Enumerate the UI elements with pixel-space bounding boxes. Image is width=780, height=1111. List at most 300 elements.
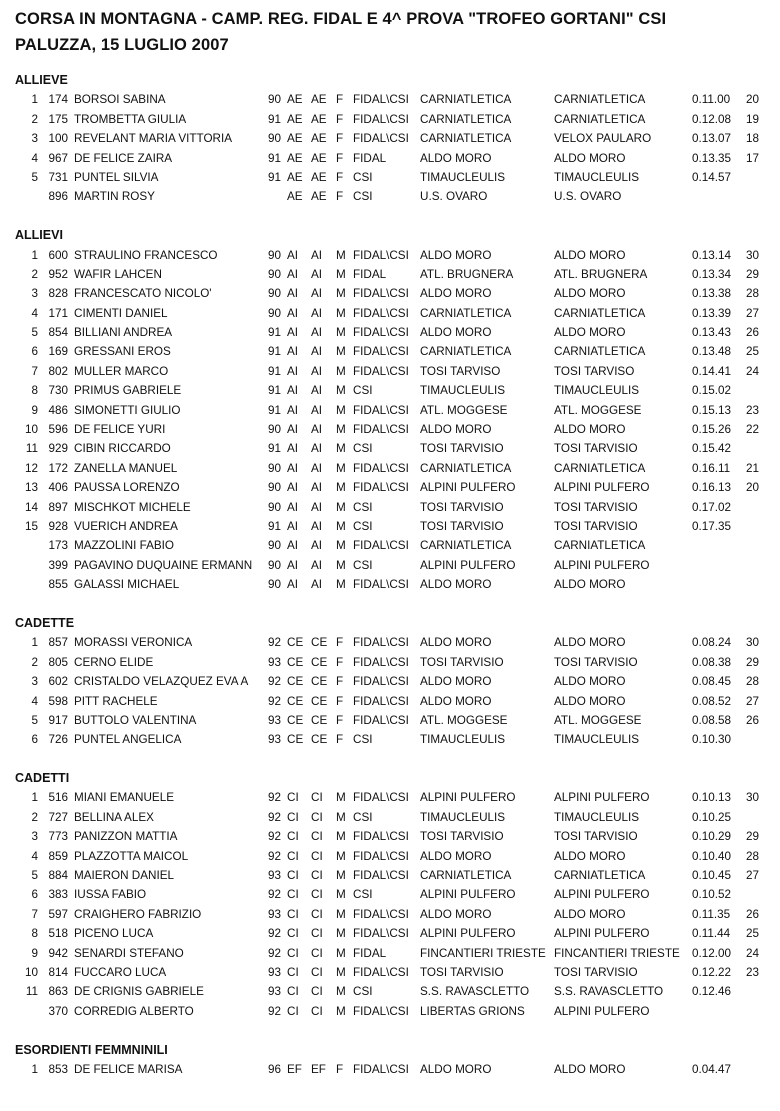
federation: CSI bbox=[353, 985, 373, 999]
sex: M bbox=[336, 287, 346, 301]
athlete-name: BILLIANI ANDREA bbox=[74, 326, 173, 340]
category: CE bbox=[287, 636, 304, 650]
bib-number: 917 bbox=[48, 713, 68, 727]
birth-year: 92 bbox=[268, 1004, 282, 1018]
category-code: CE bbox=[311, 694, 328, 708]
athlete-name: BUTTOLO VALENTINA bbox=[74, 713, 197, 727]
finish-time: 0.12.08 bbox=[692, 112, 731, 126]
team: ALDO MORO bbox=[554, 326, 626, 340]
category-code: AI bbox=[311, 403, 323, 417]
position: 2 bbox=[31, 810, 38, 824]
result-row bbox=[0, 498, 780, 517]
club: ALPINI PULFERO bbox=[420, 888, 516, 902]
points: 23 bbox=[746, 965, 760, 979]
category-code: AE bbox=[311, 151, 327, 165]
result-row bbox=[0, 90, 780, 109]
club: ALDO MORO bbox=[420, 636, 492, 650]
category: CI bbox=[287, 1004, 299, 1018]
position: 7 bbox=[31, 907, 38, 921]
club: ALDO MORO bbox=[420, 287, 492, 301]
athlete-name: BELLINA ALEX bbox=[74, 810, 154, 824]
birth-year: 91 bbox=[268, 112, 282, 126]
federation: FIDAL\CSI bbox=[353, 326, 409, 340]
position: 13 bbox=[24, 481, 38, 495]
sex: M bbox=[336, 539, 346, 553]
points: 24 bbox=[746, 364, 760, 378]
category: AI bbox=[287, 287, 299, 301]
club: TIMAUCLEULIS bbox=[420, 170, 506, 184]
category-code: AI bbox=[311, 364, 323, 378]
birth-year: 91 bbox=[268, 326, 282, 340]
team: CARNIATLETICA bbox=[554, 306, 646, 320]
athlete-name: CIBIN RICCARDO bbox=[74, 442, 171, 456]
points: 27 bbox=[746, 306, 760, 320]
federation: CSI bbox=[353, 500, 373, 514]
team: CARNIATLETICA bbox=[554, 539, 646, 553]
category-code: AI bbox=[311, 442, 323, 456]
category: AE bbox=[287, 132, 303, 146]
bib-number: 857 bbox=[48, 636, 68, 650]
points: 26 bbox=[746, 713, 760, 727]
result-row bbox=[0, 827, 780, 846]
birth-year: 92 bbox=[268, 946, 282, 960]
points: 29 bbox=[746, 655, 760, 669]
sex: M bbox=[336, 364, 346, 378]
athlete-name: MIANI EMANUELE bbox=[74, 791, 175, 805]
athlete-name: REVELANT MARIA VITTORIA bbox=[74, 132, 233, 146]
finish-time: 0.13.14 bbox=[692, 248, 731, 262]
category-code: CI bbox=[311, 927, 323, 941]
result-row bbox=[0, 284, 780, 303]
team: ALPINI PULFERO bbox=[554, 481, 650, 495]
bib-number: 928 bbox=[48, 519, 68, 533]
federation: CSI bbox=[353, 170, 373, 184]
federation: FIDAL bbox=[353, 946, 387, 960]
team: ALDO MORO bbox=[554, 248, 626, 262]
birth-year: 93 bbox=[268, 985, 282, 999]
position: 3 bbox=[31, 287, 38, 301]
category-code: AI bbox=[311, 248, 323, 262]
finish-time: 0.15.02 bbox=[692, 384, 731, 398]
category-code: AI bbox=[311, 384, 323, 398]
result-row bbox=[0, 711, 780, 730]
result-row bbox=[0, 381, 780, 400]
athlete-name: FRANCESCATO NICOLO' bbox=[74, 287, 212, 301]
points: 30 bbox=[746, 791, 760, 805]
birth-year: 91 bbox=[268, 442, 282, 456]
bib-number: 370 bbox=[48, 1004, 68, 1018]
position: 3 bbox=[31, 132, 38, 146]
athlete-name: STRAULINO FRANCESCO bbox=[74, 248, 218, 262]
result-row bbox=[0, 168, 780, 187]
finish-time: 0.11.35 bbox=[692, 907, 731, 921]
team: ATL. MOGGESE bbox=[554, 403, 642, 417]
category-heading: CADETTI bbox=[15, 771, 70, 786]
category: CE bbox=[287, 655, 304, 669]
points: 22 bbox=[746, 423, 760, 437]
finish-time: 0.08.38 bbox=[692, 655, 731, 669]
category-code: AI bbox=[311, 481, 323, 495]
category: CI bbox=[287, 927, 299, 941]
athlete-name: DE CRIGNIS GABRIELE bbox=[74, 985, 204, 999]
team: ALDO MORO bbox=[554, 636, 626, 650]
birth-year: 90 bbox=[268, 558, 282, 572]
bib-number: 855 bbox=[48, 578, 68, 592]
position: 14 bbox=[24, 500, 38, 514]
athlete-name: GALASSI MICHAEL bbox=[74, 578, 180, 592]
category: AE bbox=[287, 112, 303, 126]
finish-time: 0.08.58 bbox=[692, 713, 731, 727]
birth-year: 91 bbox=[268, 345, 282, 359]
club: ALDO MORO bbox=[420, 326, 492, 340]
birth-year: 90 bbox=[268, 578, 282, 592]
points: 28 bbox=[746, 675, 760, 689]
birth-year: 93 bbox=[268, 713, 282, 727]
position: 1 bbox=[31, 791, 38, 805]
finish-time: 0.10.13 bbox=[692, 791, 731, 805]
bib-number: 805 bbox=[48, 655, 68, 669]
finish-time: 0.15.42 bbox=[692, 442, 731, 456]
category-code: AI bbox=[311, 306, 323, 320]
points: 20 bbox=[746, 93, 760, 107]
result-row bbox=[0, 304, 780, 323]
finish-time: 0.15.13 bbox=[692, 403, 731, 417]
federation: FIDAL\CSI bbox=[353, 694, 409, 708]
sex: F bbox=[336, 636, 344, 650]
athlete-name: BORSOI SABINA bbox=[74, 93, 166, 107]
birth-year: 96 bbox=[268, 1062, 282, 1076]
position: 5 bbox=[31, 326, 38, 340]
club: ALPINI PULFERO bbox=[420, 558, 516, 572]
category: AI bbox=[287, 306, 299, 320]
category: CI bbox=[287, 965, 299, 979]
finish-time: 0.16.11 bbox=[692, 461, 731, 475]
finish-time: 0.10.52 bbox=[692, 888, 731, 902]
bib-number: 814 bbox=[48, 965, 68, 979]
points: 21 bbox=[746, 461, 760, 475]
category: AI bbox=[287, 558, 299, 572]
category: CI bbox=[287, 830, 299, 844]
bib-number: 174 bbox=[48, 93, 68, 107]
sex: F bbox=[336, 112, 344, 126]
bib-number: 731 bbox=[48, 170, 68, 184]
bib-number: 828 bbox=[48, 287, 68, 301]
athlete-name: FUCCARO LUCA bbox=[74, 965, 167, 979]
result-row bbox=[0, 265, 780, 284]
category-code: CE bbox=[311, 655, 328, 669]
bib-number: 773 bbox=[48, 830, 68, 844]
finish-time: 0.13.39 bbox=[692, 306, 731, 320]
birth-year: 91 bbox=[268, 384, 282, 398]
result-row bbox=[0, 905, 780, 924]
team: ALPINI PULFERO bbox=[554, 1004, 650, 1018]
position: 9 bbox=[31, 403, 38, 417]
club: ALPINI PULFERO bbox=[420, 791, 516, 805]
bib-number: 100 bbox=[48, 132, 68, 146]
federation: FIDAL\CSI bbox=[353, 578, 409, 592]
result-row bbox=[0, 362, 780, 381]
athlete-name: MISCHKOT MICHELE bbox=[74, 500, 191, 514]
bib-number: 602 bbox=[48, 675, 68, 689]
category: AI bbox=[287, 403, 299, 417]
club: ATL. MOGGESE bbox=[420, 403, 508, 417]
sex: M bbox=[336, 810, 346, 824]
position: 5 bbox=[31, 170, 38, 184]
bib-number: 486 bbox=[48, 403, 68, 417]
category: AI bbox=[287, 384, 299, 398]
club: ALDO MORO bbox=[420, 1062, 492, 1076]
bib-number: 863 bbox=[48, 985, 68, 999]
finish-time: 0.10.30 bbox=[692, 733, 731, 747]
finish-time: 0.08.45 bbox=[692, 675, 731, 689]
birth-year: 90 bbox=[268, 461, 282, 475]
bib-number: 896 bbox=[48, 190, 68, 204]
athlete-name: CIMENTI DANIEL bbox=[74, 306, 168, 320]
category: AE bbox=[287, 151, 303, 165]
points: 17 bbox=[746, 151, 760, 165]
result-row bbox=[0, 653, 780, 672]
points: 29 bbox=[746, 267, 760, 281]
category-code: AI bbox=[311, 267, 323, 281]
club: TOSI TARVISIO bbox=[420, 965, 504, 979]
category-code: EF bbox=[311, 1062, 326, 1076]
bib-number: 929 bbox=[48, 442, 68, 456]
bib-number: 884 bbox=[48, 869, 68, 883]
category: AI bbox=[287, 364, 299, 378]
sex: F bbox=[336, 93, 344, 107]
position: 2 bbox=[31, 655, 38, 669]
category-code: AI bbox=[311, 345, 323, 359]
category: AI bbox=[287, 500, 299, 514]
birth-year: 90 bbox=[268, 481, 282, 495]
category-code: AE bbox=[311, 93, 327, 107]
category: CI bbox=[287, 791, 299, 805]
sex: M bbox=[336, 384, 346, 398]
category-heading: ALLIEVI bbox=[15, 228, 63, 243]
birth-year: 90 bbox=[268, 287, 282, 301]
sex: F bbox=[336, 713, 344, 727]
sex: M bbox=[336, 965, 346, 979]
result-row bbox=[0, 478, 780, 497]
club: ALDO MORO bbox=[420, 423, 492, 437]
result-row bbox=[0, 536, 780, 555]
athlete-name: CRAIGHERO FABRIZIO bbox=[74, 907, 202, 921]
birth-year: 92 bbox=[268, 830, 282, 844]
category-code: CE bbox=[311, 636, 328, 650]
federation: FIDAL\CSI bbox=[353, 830, 409, 844]
birth-year: 91 bbox=[268, 403, 282, 417]
federation: FIDAL\CSI bbox=[353, 791, 409, 805]
federation: FIDAL bbox=[353, 151, 387, 165]
bib-number: 727 bbox=[48, 810, 68, 824]
bib-number: 406 bbox=[48, 481, 68, 495]
club: CARNIATLETICA bbox=[420, 132, 512, 146]
result-row bbox=[0, 187, 780, 206]
athlete-name: PUNTEL ANGELICA bbox=[74, 733, 182, 747]
team: ALPINI PULFERO bbox=[554, 558, 650, 572]
position: 4 bbox=[31, 151, 38, 165]
athlete-name: PUNTEL SILVIA bbox=[74, 170, 159, 184]
finish-time: 0.14.41 bbox=[692, 364, 731, 378]
athlete-name: CRISTALDO VELAZQUEZ EVA A bbox=[74, 675, 249, 689]
sex: M bbox=[336, 830, 346, 844]
birth-year: 93 bbox=[268, 869, 282, 883]
bib-number: 854 bbox=[48, 326, 68, 340]
club: TOSI TARVISIO bbox=[420, 442, 504, 456]
result-row bbox=[0, 847, 780, 866]
sex: F bbox=[336, 151, 344, 165]
federation: FIDAL\CSI bbox=[353, 364, 409, 378]
team: TOSI TARVISIO bbox=[554, 442, 638, 456]
points: 25 bbox=[746, 345, 760, 359]
sex: F bbox=[336, 190, 344, 204]
category: CI bbox=[287, 810, 299, 824]
finish-time: 0.11.44 bbox=[692, 927, 731, 941]
club: ALDO MORO bbox=[420, 248, 492, 262]
athlete-name: PITT RACHELE bbox=[74, 694, 158, 708]
finish-time: 0.10.29 bbox=[692, 830, 731, 844]
category: EF bbox=[287, 1062, 302, 1076]
federation: CSI bbox=[353, 558, 373, 572]
athlete-name: SIMONETTI GIULIO bbox=[74, 403, 181, 417]
sex: M bbox=[336, 791, 346, 805]
athlete-name: MORASSI VERONICA bbox=[74, 636, 193, 650]
finish-time: 0.08.52 bbox=[692, 694, 731, 708]
position: 15 bbox=[24, 519, 38, 533]
bib-number: 853 bbox=[48, 1062, 68, 1076]
result-row bbox=[0, 963, 780, 982]
position: 3 bbox=[31, 675, 38, 689]
position: 12 bbox=[24, 461, 38, 475]
bib-number: 730 bbox=[48, 384, 68, 398]
sex: M bbox=[336, 403, 346, 417]
position: 11 bbox=[25, 442, 38, 456]
category-code: CE bbox=[311, 733, 328, 747]
athlete-name: MULLER MARCO bbox=[74, 364, 169, 378]
team: ALDO MORO bbox=[554, 1062, 626, 1076]
athlete-name: DE FELICE YURI bbox=[74, 423, 166, 437]
category-code: CE bbox=[311, 675, 328, 689]
result-row bbox=[0, 885, 780, 904]
finish-time: 0.10.45 bbox=[692, 869, 731, 883]
federation: FIDAL\CSI bbox=[353, 248, 409, 262]
points: 27 bbox=[746, 869, 760, 883]
position: 10 bbox=[24, 423, 38, 437]
sex: M bbox=[336, 578, 346, 592]
club: ALDO MORO bbox=[420, 675, 492, 689]
bib-number: 802 bbox=[48, 364, 68, 378]
result-row bbox=[0, 982, 780, 1001]
result-row bbox=[0, 129, 780, 148]
club: LIBERTAS GRIONS bbox=[420, 1004, 525, 1018]
birth-year: 92 bbox=[268, 927, 282, 941]
finish-time: 0.13.48 bbox=[692, 345, 731, 359]
federation: FIDAL\CSI bbox=[353, 927, 409, 941]
birth-year: 92 bbox=[268, 694, 282, 708]
sex: F bbox=[336, 132, 344, 146]
finish-time: 0.10.25 bbox=[692, 810, 731, 824]
federation: CSI bbox=[353, 888, 373, 902]
team: TIMAUCLEULIS bbox=[554, 733, 640, 747]
birth-year: 91 bbox=[268, 170, 282, 184]
federation: CSI bbox=[353, 190, 373, 204]
points: 25 bbox=[746, 927, 760, 941]
athlete-name: PAGAVINO DUQUAINE ERMANN bbox=[74, 558, 253, 572]
position: 11 bbox=[25, 985, 38, 999]
athlete-name: VUERICH ANDREA bbox=[74, 519, 178, 533]
club: ALDO MORO bbox=[420, 694, 492, 708]
federation: FIDAL\CSI bbox=[353, 539, 409, 553]
bib-number: 518 bbox=[48, 927, 68, 941]
bib-number: 942 bbox=[48, 946, 68, 960]
team: ALDO MORO bbox=[554, 675, 626, 689]
federation: FIDAL\CSI bbox=[353, 869, 409, 883]
club: ALDO MORO bbox=[420, 849, 492, 863]
club: TOSI TARVISO bbox=[420, 364, 501, 378]
category: CE bbox=[287, 694, 304, 708]
category: AI bbox=[287, 461, 299, 475]
federation: FIDAL\CSI bbox=[353, 423, 409, 437]
birth-year: 92 bbox=[268, 849, 282, 863]
sex: M bbox=[336, 461, 346, 475]
result-row bbox=[0, 866, 780, 885]
bib-number: 967 bbox=[48, 151, 68, 165]
club: CARNIATLETICA bbox=[420, 93, 512, 107]
birth-year: 90 bbox=[268, 306, 282, 320]
club: CARNIATLETICA bbox=[420, 306, 512, 320]
finish-time: 0.16.13 bbox=[692, 481, 731, 495]
team: S.S. RAVASCLETTO bbox=[554, 985, 664, 999]
club: CARNIATLETICA bbox=[420, 112, 512, 126]
federation: FIDAL\CSI bbox=[353, 345, 409, 359]
club: TOSI TARVISIO bbox=[420, 655, 504, 669]
birth-year: 93 bbox=[268, 965, 282, 979]
athlete-name: DE FELICE ZAIRA bbox=[74, 151, 173, 165]
bib-number: 173 bbox=[48, 539, 68, 553]
result-row bbox=[0, 788, 780, 807]
category: CI bbox=[287, 869, 299, 883]
position: 6 bbox=[31, 733, 38, 747]
section-spacer bbox=[0, 750, 780, 769]
birth-year: 93 bbox=[268, 655, 282, 669]
team: ALDO MORO bbox=[554, 578, 626, 592]
sex: M bbox=[336, 306, 346, 320]
federation: FIDAL\CSI bbox=[353, 306, 409, 320]
club: TOSI TARVISIO bbox=[420, 830, 504, 844]
sex: M bbox=[336, 1004, 346, 1018]
team: ALDO MORO bbox=[554, 907, 626, 921]
team: ALDO MORO bbox=[554, 423, 626, 437]
finish-time: 0.13.34 bbox=[692, 267, 731, 281]
federation: FIDAL\CSI bbox=[353, 403, 409, 417]
category-code: CI bbox=[311, 810, 323, 824]
sex: M bbox=[336, 248, 346, 262]
federation: CSI bbox=[353, 442, 373, 456]
category-code: AI bbox=[311, 461, 323, 475]
team: TOSI TARVISIO bbox=[554, 965, 638, 979]
birth-year: 92 bbox=[268, 636, 282, 650]
team: ALDO MORO bbox=[554, 694, 626, 708]
athlete-name: PRIMUS GABRIELE bbox=[74, 384, 182, 398]
federation: CSI bbox=[353, 384, 373, 398]
result-row bbox=[0, 401, 780, 420]
result-row bbox=[0, 575, 780, 594]
club: ALDO MORO bbox=[420, 578, 492, 592]
club: ALDO MORO bbox=[420, 907, 492, 921]
finish-time: 0.17.35 bbox=[692, 519, 731, 533]
position: 8 bbox=[31, 927, 38, 941]
federation: FIDAL\CSI bbox=[353, 287, 409, 301]
